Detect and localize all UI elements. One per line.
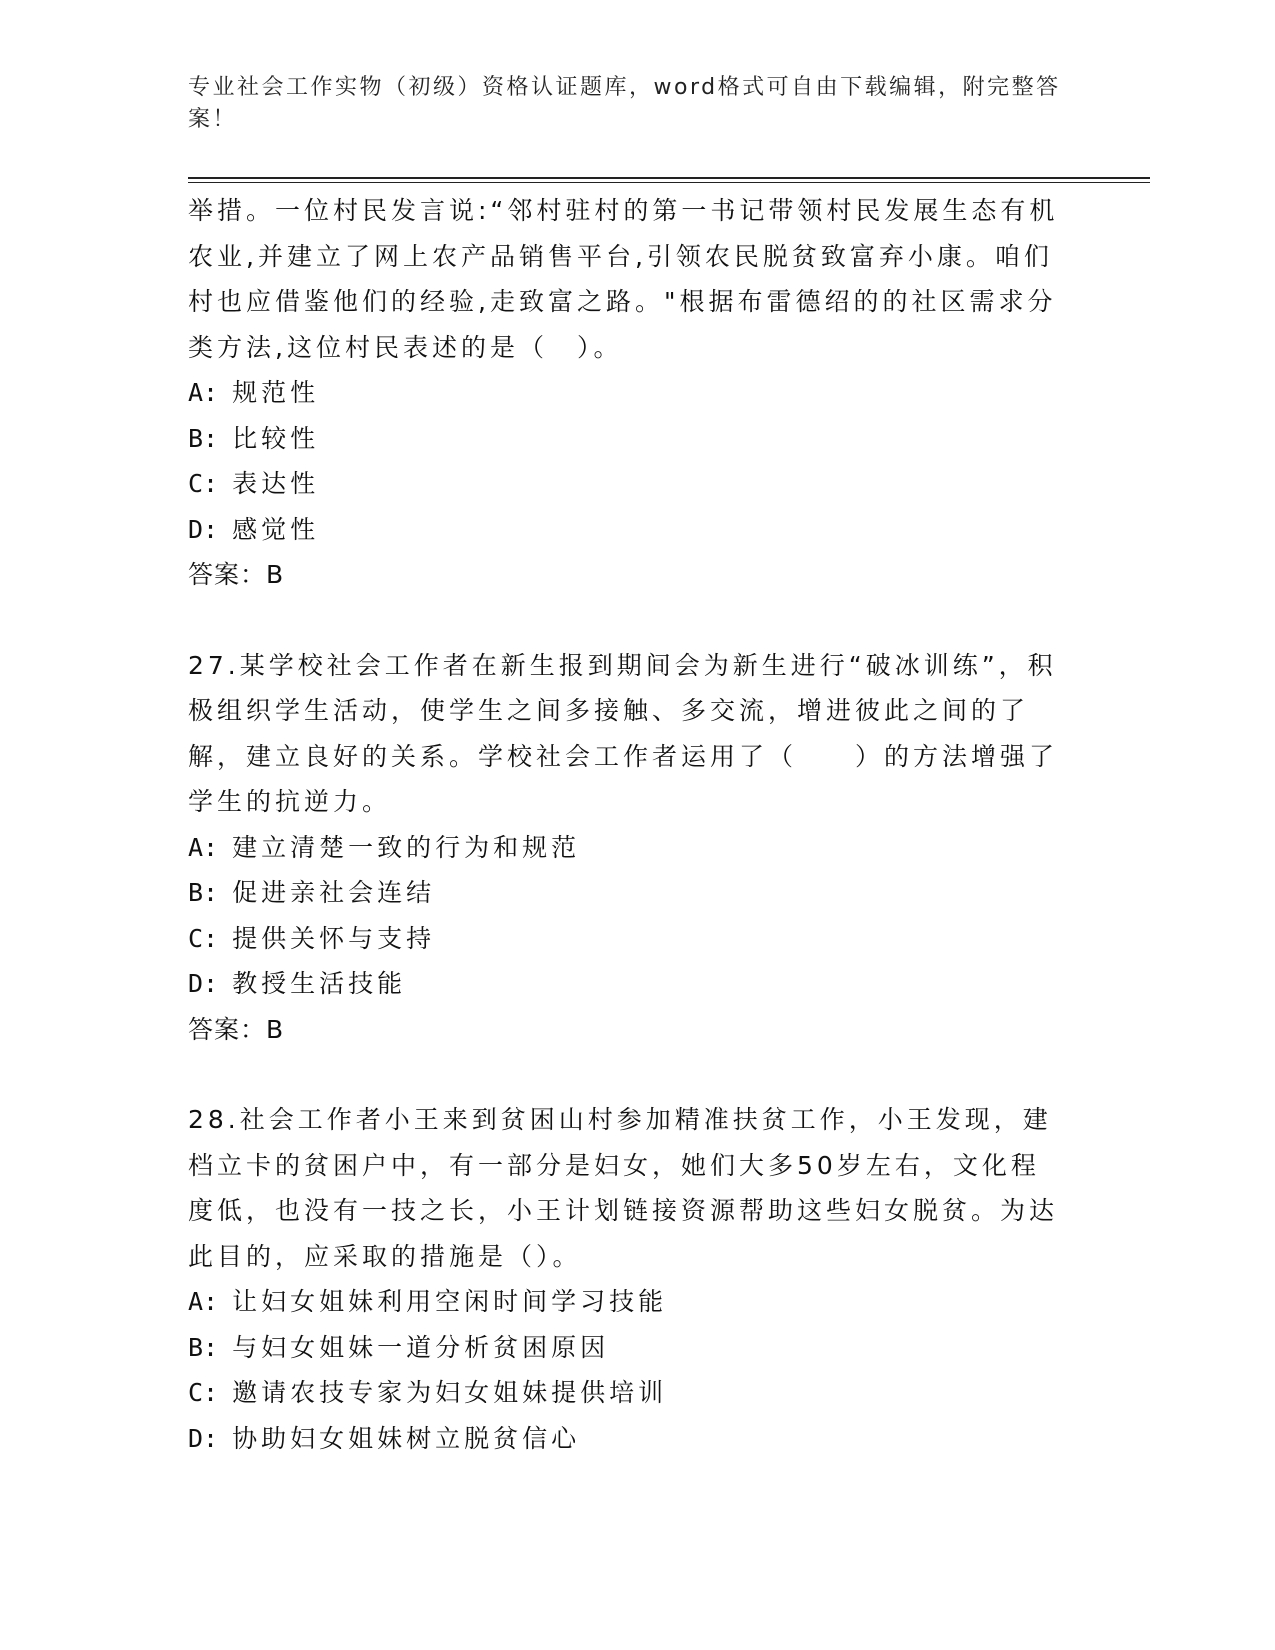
option-d	[188, 961, 1068, 1007]
option-c	[188, 916, 1068, 962]
option-key: B:	[188, 878, 219, 907]
option-key: C:	[188, 469, 219, 498]
option-text: 规范性	[232, 378, 320, 407]
option-c	[188, 1370, 1068, 1416]
option-text: 比较性	[232, 423, 320, 453]
option-text: 提供关怀与支持	[232, 923, 436, 953]
option-key: A:	[188, 832, 219, 862]
option-key: B:	[188, 423, 219, 453]
option-b	[188, 870, 1068, 916]
option-text: 教授生活技能	[232, 969, 407, 998]
option-text: 促进亲社会连结	[232, 878, 436, 907]
question-block	[188, 188, 1068, 598]
option-a	[188, 1279, 1068, 1325]
option-key: D:	[188, 514, 219, 544]
option-d	[188, 507, 1068, 553]
answer: 答案：B	[188, 560, 285, 589]
option-text: 协助妇女姐妹树立脱贫信心	[232, 1423, 581, 1453]
option-text: 让妇女姐妹利用空闲时间学习技能	[232, 1287, 668, 1316]
option-key: A:	[188, 1287, 219, 1316]
option-text: 与妇女姐妹一道分析贫困原因	[232, 1332, 610, 1362]
question-block	[188, 643, 1068, 1053]
question-text: 举措。一位村民发言说:“邻村驻村的第一书记带领村民发展生态有机农业,并建立了网上农产品销售平台,引领农民脱贫致富弃小康。咱们村也应借鉴他们的经验,走致富之路。"根据布雷德绍的的社区需求分类方法,这位村民表述的是（ ）。	[188, 196, 1059, 362]
question-gap	[188, 598, 1068, 643]
header-rule-thin	[188, 182, 1150, 183]
header-rule-thick	[188, 177, 1150, 179]
option-key: C:	[188, 1378, 219, 1407]
option-key: D:	[188, 1423, 219, 1453]
option-a	[188, 370, 1068, 416]
question-text: 27.某学校社会工作者在新生报到期间会为新生进行“破冰训练”，积极组织学生活动，使学生之间多接触、多交流，增进彼此之间的了解，建立良好的关系。学校社会工作者运用了（ ）的方法增强了学生的抗逆力。	[188, 650, 1059, 816]
page-header: 专业社会工作实物（初级）资格认证题库，word格式可自由下载编辑，附完整答案！	[188, 75, 1061, 132]
option-key: B:	[188, 1332, 219, 1362]
option-c	[188, 461, 1068, 507]
option-key: A:	[188, 378, 219, 407]
option-text: 邀请农技专家为妇女姐妹提供培训	[232, 1378, 668, 1407]
question-list	[188, 188, 1068, 1461]
option-b	[188, 416, 1068, 462]
question-gap	[188, 1052, 1068, 1097]
question-text: 28.社会工作者小王来到贫困山村参加精准扶贫工作，小王发现，建档立卡的贫困户中，有一部分是妇女，她们大多50岁左右，文化程度低，也没有一技之长，小王计划链接资源帮助这些妇女脱贫。为达此目的，应采取的措施是（）。	[188, 1105, 1059, 1271]
question-block	[188, 1097, 1068, 1461]
option-key: D:	[188, 969, 219, 998]
option-a	[188, 825, 1068, 871]
option-text: 表达性	[232, 469, 320, 498]
option-key: C:	[188, 923, 219, 953]
option-d	[188, 1416, 1068, 1462]
answer: 答案：B	[188, 1014, 285, 1044]
option-text: 感觉性	[232, 514, 320, 544]
option-text: 建立清楚一致的行为和规范	[232, 832, 581, 862]
option-b	[188, 1325, 1068, 1371]
